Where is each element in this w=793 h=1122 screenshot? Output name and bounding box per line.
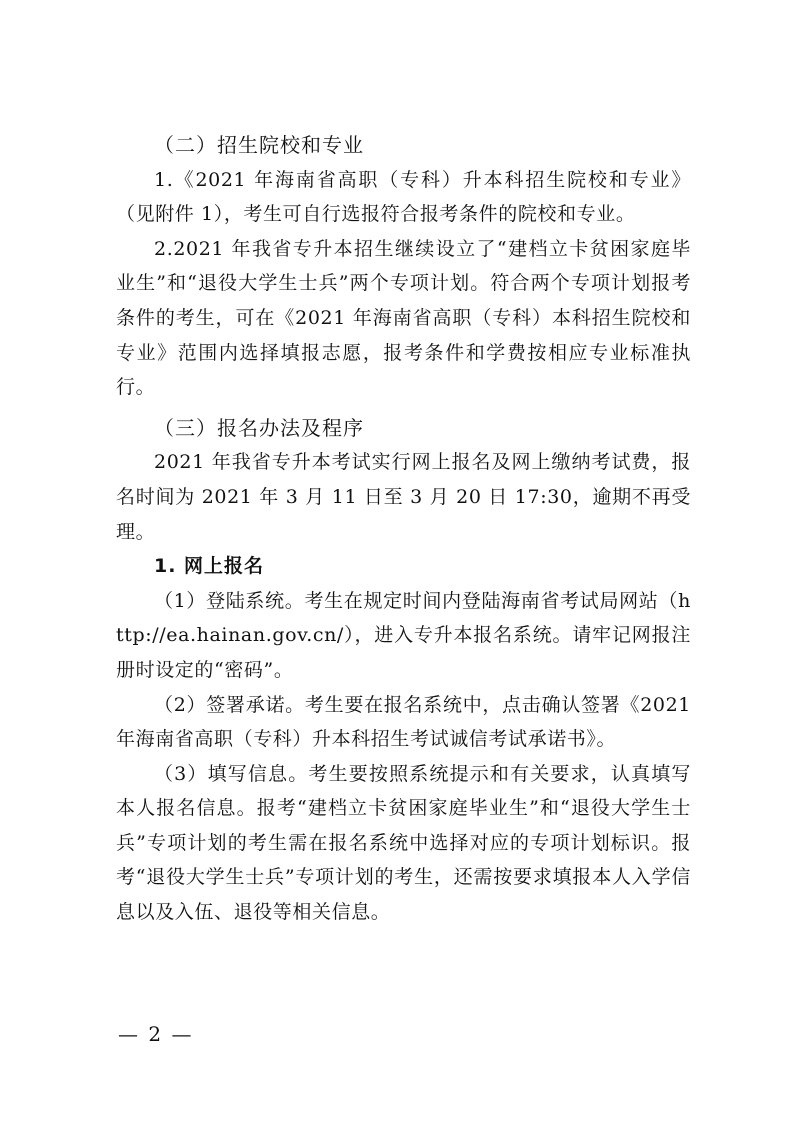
page-number: — 2 — xyxy=(118,1022,194,1046)
step-fill-information: （3）填写信息。考生要按照系统提示和有关要求，认真填写本人报名信息。报考“建档立卡贫困家庭毕业生”和“退役大学生士兵”专项计划的考生需在报名系统中选择对应的专项计划标识。报考“退役大学生士兵”专项计划的考生，还需按要求填报本人入学信息以及入伍、退役等相关信息。 xyxy=(116,762,691,924)
paragraph-registration-intro: 2021 年我省专升本考试实行网上报名及网上缴纳考试费，报名时间为 2021 年 3 月 11 日至 3 月 20 日 17:30，逾期不再受理。 xyxy=(116,451,691,543)
subsection-heading-online-registration: 1. 网上报名 xyxy=(154,555,265,578)
document-body xyxy=(116,128,691,930)
section-heading-enrollment-schools: （二）招生院校和专业 xyxy=(154,133,364,157)
paragraph-special-plans: 2.2021 年我省专升本招生继续设立了“建档立卡贫困家庭毕业生”和“退役大学生士兵”两个专项计划。符合两个专项计划报考条件的考生，可在《2021 年海南省高职（专科）本科招生院校和专业》范围内选择填报志愿，报考条件和学费按相应专业标准执行。 xyxy=(116,237,691,399)
step-login-system: （1）登陆系统。考生在规定时间内登陆海南省考试局网站（http://ea.hainan.gov.cn/），进入专升本报名系统。请牢记网报注册时设定的“密码”。 xyxy=(116,589,691,681)
step-sign-commitment: （2）签署承诺。考生要在报名系统中，点击确认签署《2021 年海南省高职（专科）升本科招生考试诚信考试承诺书》。 xyxy=(116,693,691,751)
section-heading-registration-procedure: （三）报名办法及程序 xyxy=(154,415,364,440)
paragraph-schools-list: 1.《2021 年海南省高职（专科）升本科招生院校和专业》（见附件 1），考生可自行选报符合报考条件的院校和专业。 xyxy=(116,168,691,226)
